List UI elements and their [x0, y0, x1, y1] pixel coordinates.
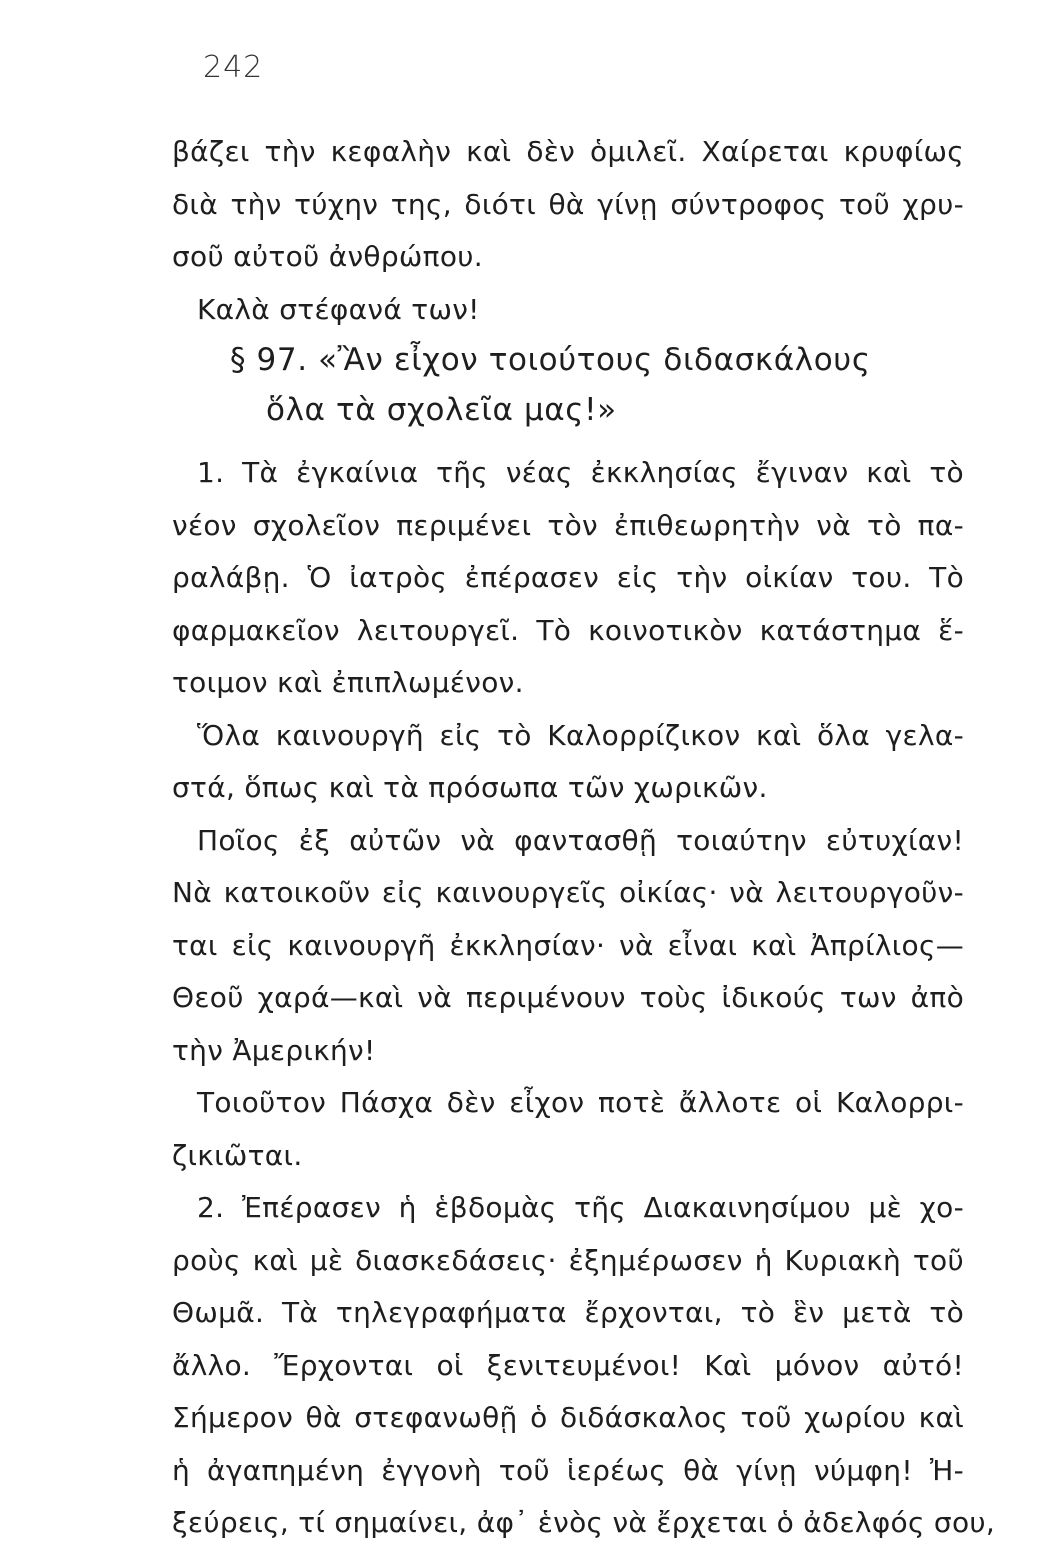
- section-heading-line: § 97. «Ἂν εἶχον τοιούτους διδασκάλους: [230, 342, 871, 378]
- text-line: σοῦ αὐτοῦ ἀνθρώπου.: [172, 240, 483, 273]
- text-line: στά, ὅπως καὶ τὰ πρόσωπα τῶν χωρικῶν.: [172, 771, 768, 804]
- body-text: [172, 447, 996, 1550]
- top-paragraph: [172, 126, 964, 336]
- text-line: Σήμερον θὰ στεφανωθῇ ὁ διδάσκαλος τοῦ χωρίου καὶ: [172, 1401, 964, 1434]
- section-heading: [230, 335, 910, 435]
- text-line: τοιμον καὶ ἐπιπλωμένον.: [172, 666, 524, 699]
- text-line: Νὰ κατοικοῦν εἰς καινουργεῖς οἰκίας· νὰ λειτουργοῦν-: [172, 876, 964, 909]
- text-line: Θωμᾶ. Τὰ τηλεγραφήματα ἔρχονται, τὸ ἓν μετὰ τὸ: [172, 1296, 964, 1329]
- page-number: 242: [203, 50, 264, 85]
- section-heading-line: ὅλα τὰ σχολεῖα μας!»: [266, 392, 617, 428]
- text-line: ἡ ἀγαπημένη ἐγγονὴ τοῦ ἱερέως θὰ γίνῃ νύμφη! Ἠ-: [172, 1453, 964, 1487]
- text-line: Τοιοῦτον Πάσχα δὲν εἶχον ποτὲ ἄλλοτε οἱ Καλορρι-: [197, 1086, 964, 1119]
- text-line: ζικιῶται.: [172, 1138, 303, 1172]
- text-line: βάζει τὴν κεφαλὴν καὶ δὲν ὁμιλεῖ. Χαίρεται κρυφίως: [172, 135, 964, 168]
- text-line: Καλὰ στέφανά των!: [197, 292, 480, 326]
- text-line: 1. Τὰ ἐγκαίνια τῆς νέας ἐκκλησίας ἔγιναν καὶ τὸ: [197, 456, 964, 489]
- text-line: νέον σχολεῖον περιμένει τὸν ἐπιθεωρητὴν νὰ τὸ πα-: [172, 508, 964, 542]
- text-line: Ὅλα καινουργῆ εἰς τὸ Καλορρίζικον καὶ ὅλα γελα-: [197, 718, 964, 752]
- text-line: ται εἰς καινουργῆ ἐκκλησίαν· νὰ εἶναι καὶ Ἀπρίλιος—: [172, 928, 964, 962]
- text-line: Θεοῦ χαρά—καὶ νὰ περιμένουν τοὺς ἰδικούς των ἀπὸ: [172, 981, 964, 1014]
- text-line: τὴν Ἀμερικήν!: [172, 1033, 376, 1067]
- text-line: ἄλλο. Ἔρχονται οἱ ξενιτευμένοι! Καὶ μόνον αὐτό!: [172, 1348, 964, 1382]
- text-line: φαρμακεῖον λειτουργεῖ. Τὸ κοινοτικὸν κατάστημα ἕ-: [172, 613, 964, 647]
- text-line: διὰ τὴν τύχην της, διότι θὰ γίνῃ σύντροφος τοῦ χρυ-: [172, 187, 964, 221]
- text-line: ξεύρεις, τί σημαίνει, ἀφ᾽ ἑνὸς νὰ ἔρχεται ὁ ἀδελφός σου,: [172, 1506, 996, 1539]
- text-line: Ποῖος ἐξ αὐτῶν νὰ φαντασθῇ τοιαύτην εὐτυχίαν!: [197, 823, 964, 857]
- text-line: 2. Ἐπέρασεν ἡ ἑβδομὰς τῆς Διακαινησίμου μὲ χο-: [197, 1191, 964, 1224]
- text-line: ροὺς καὶ μὲ διασκεδάσεις· ἐξημέρωσεν ἡ Κυριακὴ τοῦ: [172, 1243, 964, 1277]
- text-line: ραλάβῃ. Ὁ ἰατρὸς ἐπέρασεν εἰς τὴν οἰκίαν του. Τὸ: [172, 561, 964, 594]
